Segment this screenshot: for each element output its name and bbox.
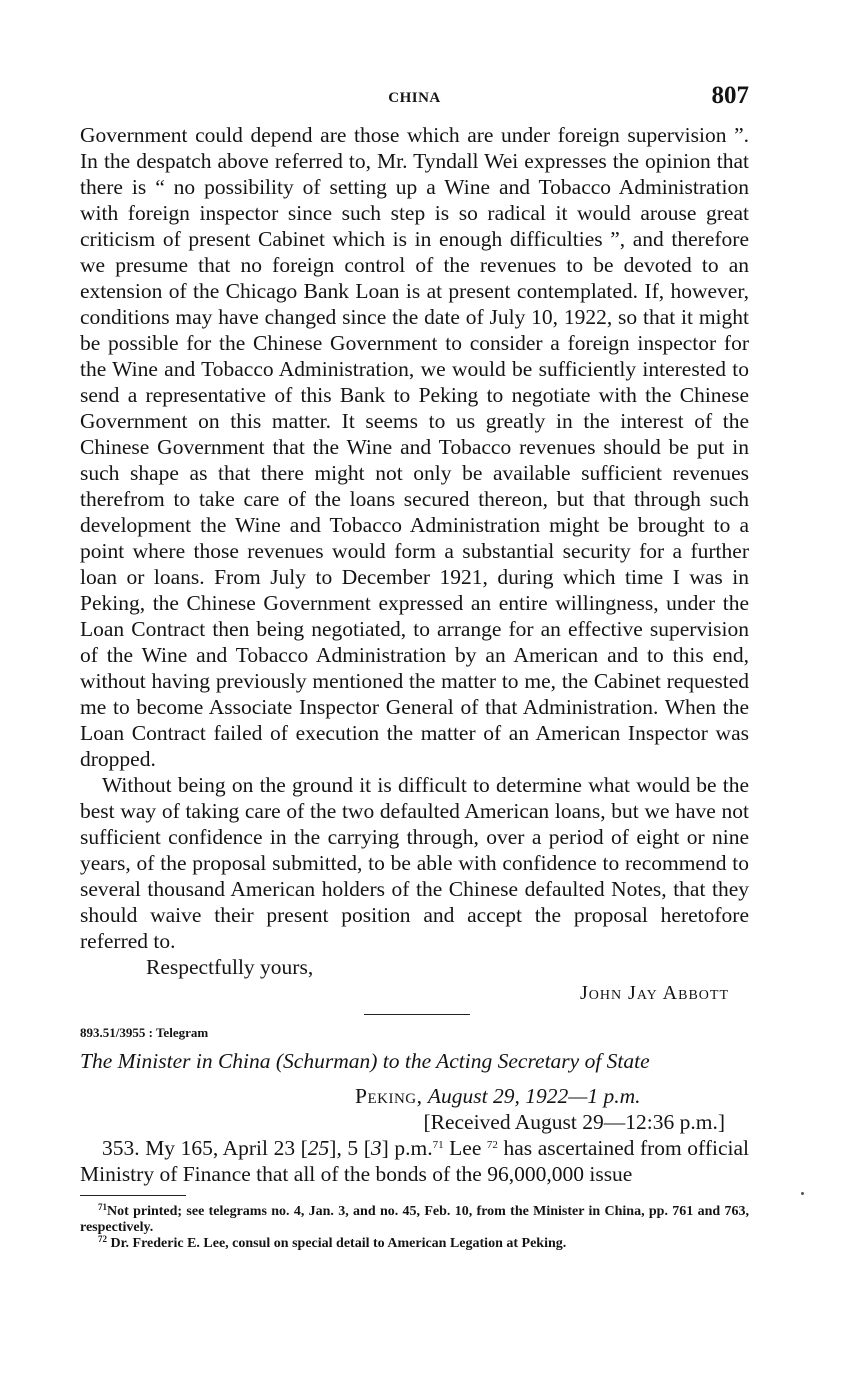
footnote-marker: 72 bbox=[98, 1234, 107, 1244]
footnote-text: Dr. Frederic E. Lee, consul on special detail to American Legation at Peking. bbox=[110, 1236, 567, 1251]
letter-paragraph-2: Without being on the ground it is difficult to determine what would be the best way of taking care of the two defaulted American loans, but we have not sufficient confidence in the carrying through, over a period of eight or nine years, of the proposal submitted, to be able with confidence to recommend to several thousand American holders of the Chinese defaulted Notes, that they should waive their present position and accept the proposal heretofore referred to. bbox=[80, 773, 749, 953]
letter-paragraph-1: Government could depend are those which are under foreign supervision ”. In the despatch above referred to, Mr. Tyndall Wei expresses the opinion that there is “ no possibility of setting up a Wine and Tobacco Administration with foreign inspector since such step is so radical it would arouse great criticism of present Cabinet which is in enough difficulties ”, and therefore we presume that no foreign control of the revenues to be devoted to an extension of the Chicago Bank Loan is at present contemplated. If, however, conditions may have changed since the date of July 10, 1922, so that it might be possible for the Chinese Government to consider a foreign inspector for the Wine and Tobacco Administration, we would be sufficiently interested to send a representative of this Bank to Peking to negotiate with the Chinese Government on this matter. It seems to us greatly in the interest of the Chinese Government that the Wine and Tobacco revenues should be put in such shape as that there might not only be available sufficient revenues therefrom to take care of the loans secured thereon, but that through such development the Wine and Tobacco Administration might be brought to a point where those revenues would form a substantial security for a further loan or loans. From July to December 1921, during which time I was in Peking, the Chinese Government expressed an entire willingness, under the Loan Contract then being negotiated, to arrange for an effective supervision of the Wine and Tobacco Administration by an American and to this end, without having previously mentioned the matter to me, the Cabinet requested me to become Associate Inspector General of that Administration. When the Loan Contract failed of execution the matter of an American Inspector was dropped. bbox=[80, 123, 749, 771]
telegram-text-part: ] p.m. bbox=[381, 1136, 433, 1160]
section-divider bbox=[364, 1014, 470, 1015]
telegram-received: [Received August 29—12:36 p.m.] bbox=[423, 1110, 725, 1134]
footnote-71 bbox=[80, 1204, 749, 1236]
telegram-text-italic: 3 bbox=[370, 1136, 382, 1160]
telegram-text-part: Lee bbox=[443, 1136, 487, 1160]
footnote-text: Not printed; see telegrams no. 4, Jan. 3, and no. 45, Feb. 10, from the Minister in China, pp. 761 and 763, respectively. bbox=[80, 1204, 749, 1235]
page-header bbox=[80, 82, 749, 122]
footnote-divider bbox=[80, 1195, 186, 1196]
footnote-72 bbox=[80, 1236, 749, 1252]
dateline-place: Peking, bbox=[355, 1084, 423, 1108]
footnote-ref-71: 71 bbox=[432, 1139, 444, 1151]
footnote-marker: 71 bbox=[98, 1202, 107, 1212]
page-number: 807 bbox=[711, 82, 749, 109]
running-head: CHINA bbox=[388, 90, 441, 106]
dateline-date: August 29, 1922—1 p.m. bbox=[427, 1084, 641, 1108]
telegram-title: The Minister in China (Schurman) to the Acting Secretary of State bbox=[80, 1049, 650, 1073]
telegram-text-part: ], 5 [ bbox=[329, 1136, 371, 1160]
telegram-file-number: 893.51/3955 : Telegram bbox=[80, 1025, 209, 1040]
telegram-text-part: 353. My 165, April 23 [ bbox=[102, 1136, 308, 1160]
telegram-text-italic: 25 bbox=[307, 1136, 330, 1160]
margin-speck bbox=[801, 1192, 804, 1195]
letter-closing: Respectfully yours, bbox=[146, 955, 314, 979]
telegram-dateline bbox=[80, 1083, 749, 1109]
document-page bbox=[80, 82, 749, 1252]
letter-signature: John Jay Abbott bbox=[579, 982, 729, 1004]
telegram-text-part: has ascertained from official Ministry of Finance that all of the bonds of the 96,000,000 issue bbox=[80, 1136, 749, 1186]
footnote-ref-72: 72 bbox=[486, 1139, 498, 1151]
telegram-paragraph bbox=[80, 1135, 749, 1187]
